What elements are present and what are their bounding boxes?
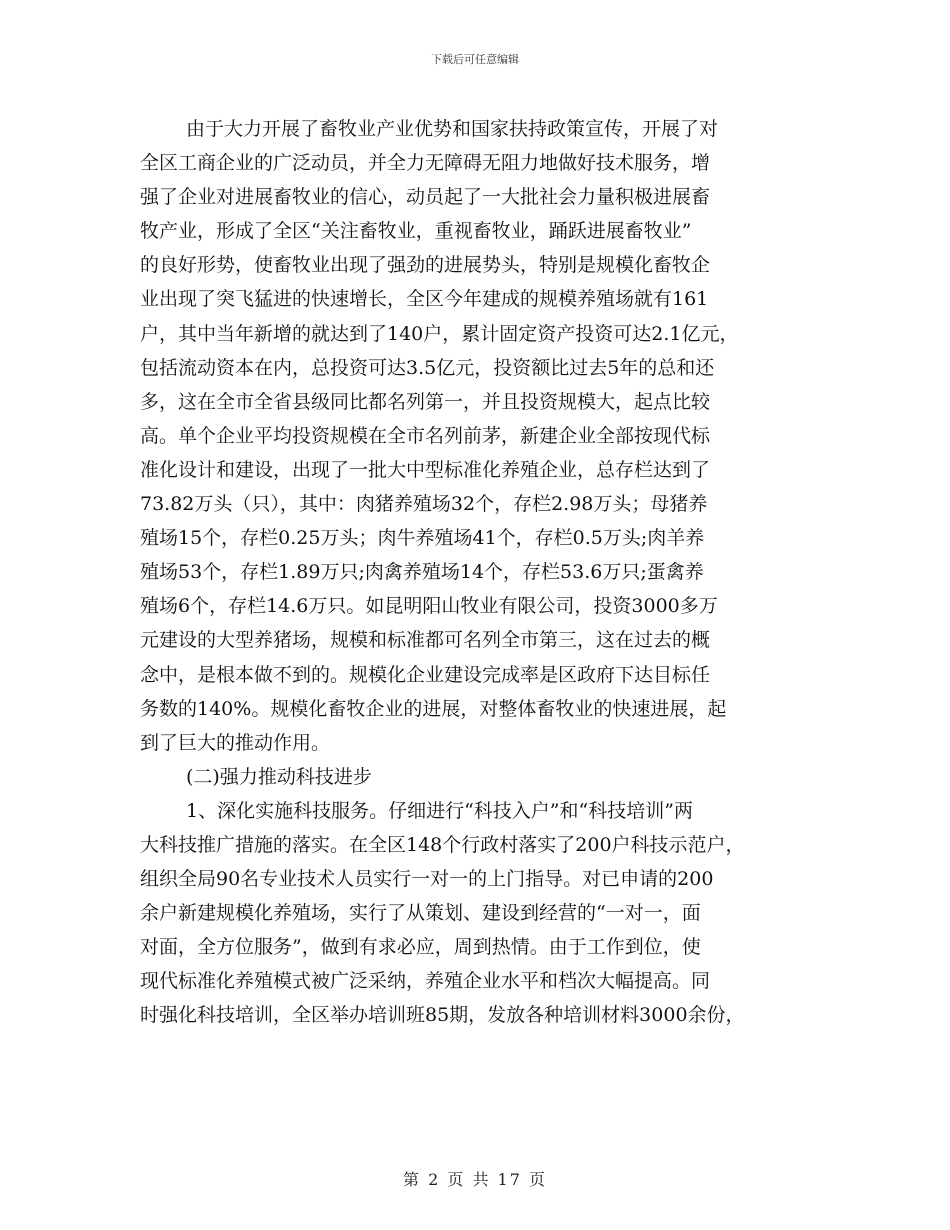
- text-line: 的良好形势，使畜牧业出现了强劲的进展势头，特别是规模化畜牧企: [140, 254, 711, 277]
- text-line: 大科技推广措施的落实。在全区148个行政村落实了200户科技示范户，: [140, 833, 745, 856]
- text-line: 业出现了突飞猛进的快速增长，全区今年建成的规模养殖场就有161: [140, 288, 709, 311]
- text-line: 由于大力开展了畜牧业产业优势和国家扶持政策宣传，开展了对: [186, 118, 719, 140]
- text-line: 高。单个企业平均投资规模在全市名列前茅，新建企业全部按现代标: [140, 424, 711, 447]
- text-line: 殖场6个，存栏14.6万只。如昆明阳山牧业有限公司，投资3000多万: [140, 595, 718, 618]
- section-heading: (二)强力推动科技进步: [186, 765, 372, 788]
- text-line: 余户新建规模化养殖场，实行了从策划、建设到经营的“一对一，面: [140, 902, 701, 925]
- text-line: 包括流动资本在内，总投资可达3.5亿元，投资额比过去5年的总和还: [140, 356, 715, 379]
- page-number-footer: 第 2 页 共 17 页: [403, 1170, 547, 1189]
- text-line: 73.82万头（只），其中：肉猪养殖场32个，存栏2.98万头；母猪养: [140, 493, 708, 516]
- text-line: 户，其中当年新增的就达到了140户，累计固定资产投资可达2.1亿元，: [140, 322, 739, 345]
- text-line: 殖场15个，存栏0.25万头；肉牛养殖场41个，存栏0.5万头;肉羊养: [140, 527, 705, 550]
- text-line: 多，这在全市全省县级同比都名列第一，并且投资规模大，起点比较: [140, 390, 711, 413]
- text-line: 牧产业，形成了全区“关注畜牧业，重视畜牧业，踊跃进展畜牧业”: [140, 220, 692, 243]
- text-line: 现代标准化养殖模式被广泛采纳，养殖企业水平和档次大幅提高。同: [140, 970, 711, 993]
- text-line: 到了巨大的推动作用。: [140, 731, 331, 754]
- text-line: 时强化科技培训，全区举办培训班85期，发放各种培训材料3000余份，: [140, 1004, 745, 1027]
- text-line: 全区工商企业的广泛动员，并全力无障碍无阻力地做好技术服务，增: [140, 152, 711, 175]
- text-line: 念中，是根本做不到的。规模化企业建设完成率是区政府下达目标任: [140, 663, 711, 686]
- page-header-note: 下载后可任意编辑: [431, 53, 519, 66]
- text-line: 元建设的大型养猪场，规模和标准都可名列全市第三，这在过去的概: [140, 629, 711, 652]
- text-line: 务数的140%。规模化畜牧企业的进展，对整体畜牧业的快速进展，起: [140, 697, 727, 720]
- text-line: 1、深化实施科技服务。仔细进行“科技入户”和“科技培训”两: [186, 799, 693, 822]
- text-line: 殖场53个，存栏1.89万只;肉禽养殖场14个，存栏53.6万只;蛋禽养: [140, 561, 704, 584]
- document-body: [140, 112, 825, 1033]
- text-line: 强了企业对进展畜牧业的信心，动员起了一大批社会力量积极进展畜: [140, 186, 711, 209]
- text-line: 对面，全方位服务”，做到有求必应，周到热情。由于工作到位，使: [140, 936, 701, 959]
- text-line: 准化设计和建设，出现了一批大中型标准化养殖企业，总存栏达到了: [140, 458, 711, 481]
- text-line: 组织全局90名专业技术人员实行一对一的上门指导。对已申请的200: [140, 868, 714, 891]
